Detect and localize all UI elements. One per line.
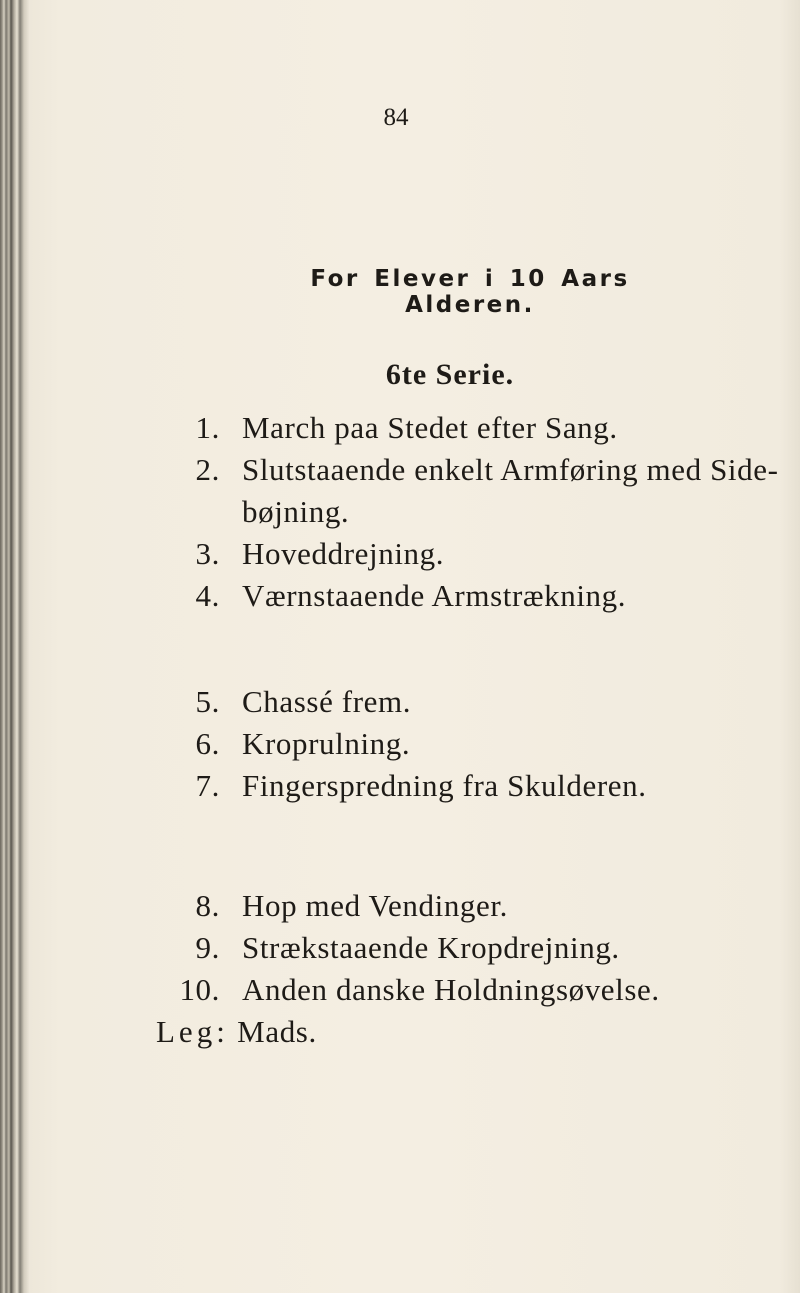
exercise-number: 2.: [195, 452, 220, 487]
page-binding-edge: [0, 0, 30, 1293]
exercise-text: Hop med Vendinger.: [242, 888, 508, 923]
exercise-item: [0, 684, 800, 724]
exercise-text: Strækstaaende Kropdrejning.: [242, 930, 620, 965]
exercise-number: 10.: [179, 972, 220, 1007]
exercise-text: Chassé frem.: [242, 684, 412, 719]
exercise-item: [0, 578, 800, 618]
exercise-number: 3.: [195, 536, 220, 571]
exercise-text: bøjning.: [242, 494, 350, 529]
exercise-number: 8.: [195, 888, 220, 923]
exercise-item: [0, 410, 800, 450]
exercise-item: [0, 930, 800, 970]
exercise-text: Fingerspredning fra Skulderen.: [242, 768, 647, 803]
exercise-item: [0, 452, 800, 492]
exercise-number: 4.: [195, 578, 220, 613]
exercise-item: [0, 726, 800, 766]
exercise-text: Hoveddrejning.: [242, 536, 445, 571]
exercise-number: 9.: [195, 930, 220, 965]
exercise-text: Værnstaaende Armstrækning.: [242, 578, 627, 613]
exercise-number: 1.: [195, 410, 220, 445]
exercise-number: 6.: [195, 726, 220, 761]
exercise-number: 5.: [195, 684, 220, 719]
exercise-text: March paa Stedet efter Sang.: [242, 410, 618, 445]
exercise-item: [0, 888, 800, 928]
exercise-item-continuation: [0, 494, 800, 534]
game-label: Leg:: [156, 1014, 229, 1049]
exercise-number: 7.: [195, 768, 220, 803]
exercise-text: Kroprulning.: [242, 726, 411, 761]
page-number: 84: [383, 104, 409, 131]
series-title: 6te Serie.: [385, 358, 515, 391]
exercise-item: [0, 768, 800, 808]
section-heading: For Elever i 10 Aars Alderen.: [310, 266, 630, 318]
game-line: [156, 1014, 317, 1050]
exercise-text: Anden danske Holdningsøvelse.: [242, 972, 660, 1007]
exercise-text: Slutstaaende enkelt Armføring med Side-: [242, 452, 779, 487]
exercise-item: [0, 972, 800, 1012]
exercise-item: [0, 536, 800, 576]
game-text: Mads.: [237, 1014, 317, 1049]
